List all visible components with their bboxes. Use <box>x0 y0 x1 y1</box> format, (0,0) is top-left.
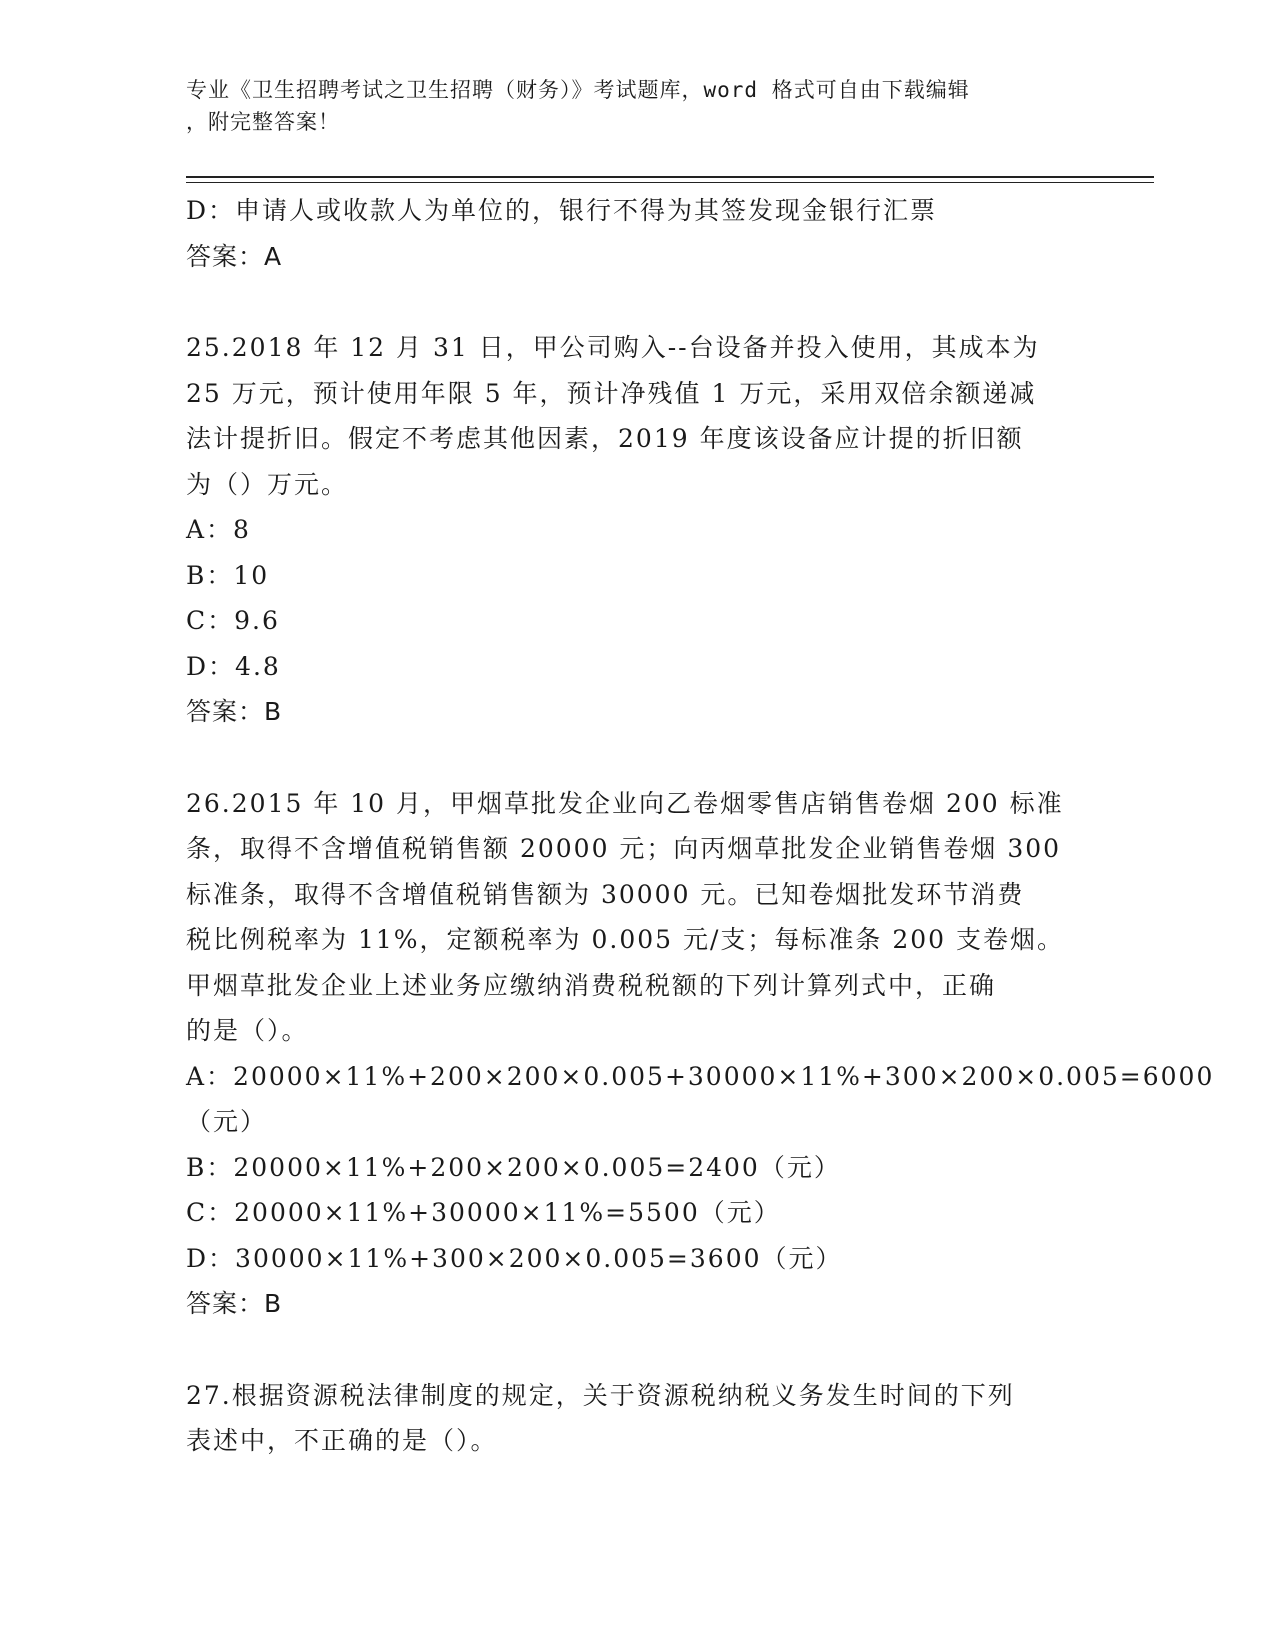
question-text-line: 甲烟草批发企业上述业务应缴纳消费税税额的下列计算列式中，正确 <box>186 970 997 1000</box>
answer: 答案：B <box>186 1289 283 1318</box>
question-text-line: 表述中，不正确的是（）。 <box>186 1426 498 1455</box>
question-text-line: 条，取得不含增值税销售额 20000 元；向丙烟草批发企业销售卷烟 300 <box>186 834 1062 863</box>
header-line-2: ，附完整答案！ <box>186 110 340 134</box>
question-27 <box>186 1373 1086 1464</box>
document-header <box>186 74 1066 138</box>
question-text-line: 25.2018 年 12 月 31 日，甲公司购入--台设备并投入使用，其成本为 <box>186 333 1040 362</box>
option-d: D：申请人或收款人为单位的，银行不得为其签发现金银行汇票 <box>186 196 938 225</box>
question-25 <box>186 325 1086 735</box>
option-c: C：9.6 <box>186 606 280 635</box>
question-text-line: 法计提折旧。假定不考虑其他因素，2019 年度该设备应计提的折旧额 <box>186 424 1024 453</box>
option-d: D：4.8 <box>186 651 281 681</box>
question-24-tail <box>186 188 1086 279</box>
option-c: C：20000×11%+30000×11%=5500（元） <box>186 1198 781 1227</box>
option-a-continued: （元） <box>186 1107 268 1136</box>
answer: 答案：A <box>186 241 283 271</box>
header-divider-thin <box>186 182 1154 183</box>
question-text-line: 标准条，取得不含增值税销售额为 30000 元。已知卷烟批发环节消费 <box>186 879 1025 909</box>
option-b: B：20000×11%+200×200×0.005=2400（元） <box>186 1152 841 1182</box>
question-text-line: 的是（）。 <box>186 1016 309 1045</box>
header-divider-thick <box>186 176 1154 178</box>
question-text-line: 为（）万元。 <box>186 469 349 499</box>
document-body <box>186 188 1215 1464</box>
option-a: A：20000×11%+200×200×0.005+30000×11%+300×200×0.005=6000 <box>186 1061 1215 1091</box>
question-26 <box>186 781 1215 1327</box>
option-b: B：10 <box>186 560 270 590</box>
question-text-line: 25 万元，预计使用年限 5 年，预计净残值 1 万元，采用双倍余额递减 <box>186 378 1037 408</box>
question-text-line: 26.2015 年 10 月，甲烟草批发企业向乙卷烟零售店销售卷烟 200 标准 <box>186 788 1064 818</box>
spacer <box>186 735 1086 781</box>
answer: 答案：B <box>186 697 283 726</box>
spacer <box>186 1327 1086 1373</box>
question-text-line: 税比例税率为 11%，定额税率为 0.005 元/支；每标准条 200 支卷烟。 <box>186 925 1065 954</box>
header-line-1: 专业《卫生招聘考试之卫生招聘（财务）》考试题库，word 格式可自由下载编辑 <box>186 78 970 102</box>
question-text-line: 27.根据资源税法律制度的规定，关于资源税纳税义务发生时间的下列 <box>186 1380 1015 1410</box>
option-a: A：8 <box>186 515 251 544</box>
spacer <box>186 279 1086 325</box>
option-d: D：30000×11%+300×200×0.005=3600（元） <box>186 1243 843 1273</box>
